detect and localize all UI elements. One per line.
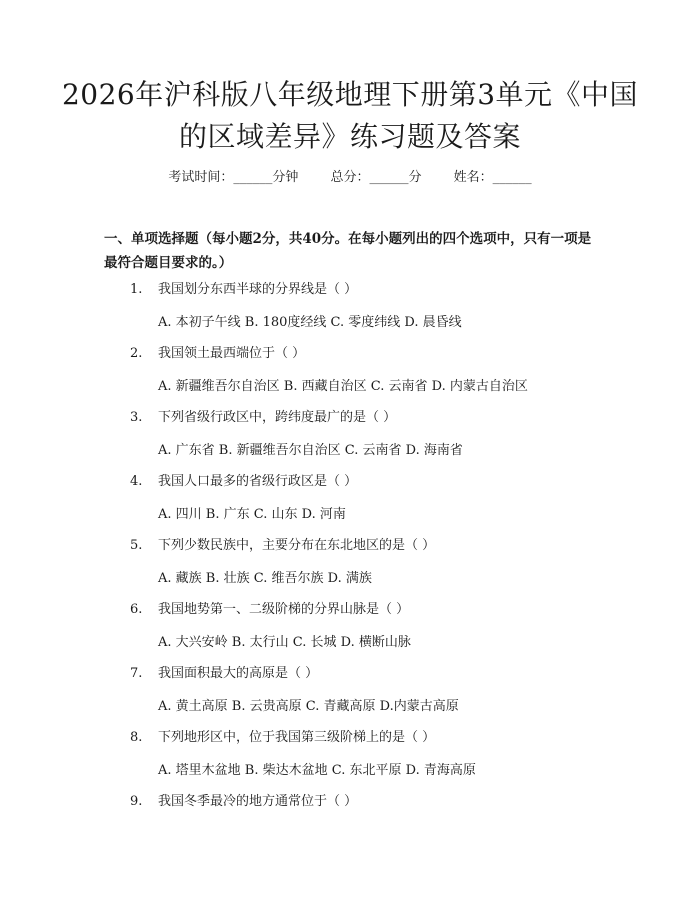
question-number: 1. [130,282,143,297]
question-number: 3. [130,410,143,425]
question-3 [130,408,396,428]
question-7 [130,664,318,684]
question-2-options: A. 新疆维吾尔自治区 B. 西藏自治区 C. 云南省 D. 内蒙古自治区 [158,379,528,394]
question-1 [130,280,357,300]
question-text: 我国划分东西半球的分界线是（ ） [158,282,358,297]
question-7-options: A. 黄土高原 B. 云贵高原 C. 青藏高原 D.内蒙古高原 [158,699,459,714]
question-5-options: A. 藏族 B. 壮族 C. 维吾尔族 D. 满族 [158,571,372,586]
question-9 [130,792,357,812]
question-number: 8. [130,730,143,745]
question-text: 我国冬季最冷的地方通常位于（ ） [158,794,358,809]
question-8 [130,728,435,748]
document-title: 2026年沪科版八年级地理下册第3单元《中国的区域差异》练习题及答案 [61,78,639,153]
exam-time: 考试时间：______分钟 [168,170,299,185]
section-heading: 一、单项选择题（每小题2分，共40分。在每小题列出的四个选项中，只有一项是最符合题目要求的。） [104,231,592,271]
question-text: 下列少数民族中，主要分布在东北地区的是（ ） [158,538,436,553]
question-2 [130,344,305,364]
question-text: 我国面积最大的高原是（ ） [158,666,319,681]
question-text: 下列省级行政区中，跨纬度最广的是（ ） [158,410,397,425]
question-5 [130,536,435,556]
total-score: 总分：______分 [330,170,422,185]
question-number: 4. [130,474,143,489]
question-number: 6. [130,602,143,617]
question-text: 我国领土最西端位于（ ） [158,346,306,361]
question-text: 下列地形区中，位于我国第三级阶梯上的是（ ） [158,730,436,745]
question-4 [130,472,357,492]
question-text: 我国地势第一、二级阶梯的分界山脉是（ ） [158,602,410,617]
question-number: 7. [130,666,143,681]
question-8-options: A. 塔里木盆地 B. 柴达木盆地 C. 东北平原 D. 青海高原 [158,763,476,778]
question-1-options: A. 本初子午线 B. 180度经线 C. 零度纬线 D. 晨昏线 [158,315,462,330]
question-6 [130,600,409,620]
student-name: 姓名：______ [453,170,532,185]
question-number: 5. [130,538,143,553]
question-text: 我国人口最多的省级行政区是（ ） [158,474,358,489]
question-6-options: A. 大兴安岭 B. 太行山 C. 长城 D. 横断山脉 [158,635,411,650]
exam-info [0,168,700,188]
question-number: 9. [130,794,143,809]
question-4-options: A. 四川 B. 广东 C. 山东 D. 河南 [158,507,346,522]
question-number: 2. [130,346,143,361]
question-3-options: A. 广东省 B. 新疆维吾尔自治区 C. 云南省 D. 海南省 [158,443,463,458]
